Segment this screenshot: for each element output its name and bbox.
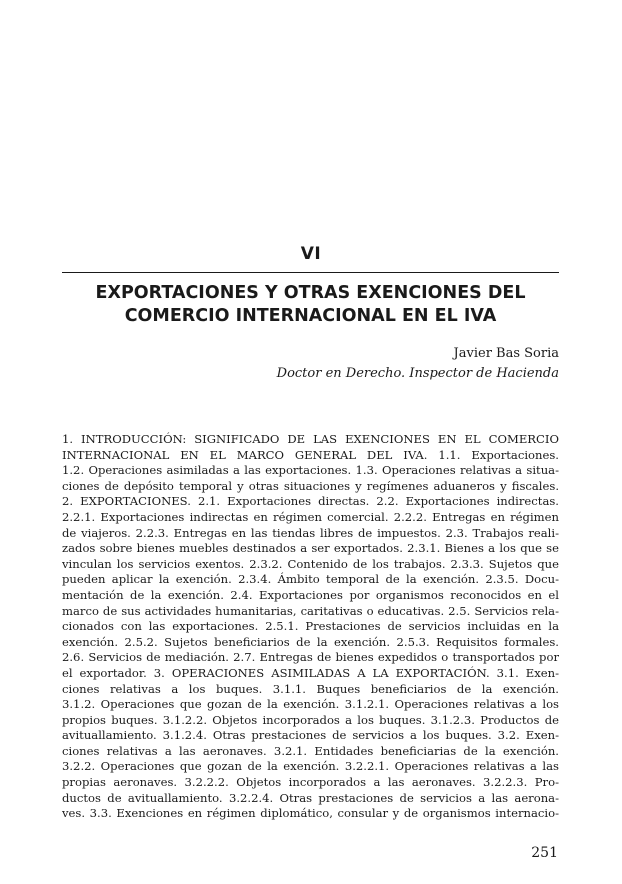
summary-line: propios buques. 3.1.2.2. Objetos incorporados a los buques. 3.1.2.3. Productos de (62, 712, 559, 727)
author-affiliation: Doctor en Derecho. Inspector de Hacienda (276, 366, 559, 381)
author-name: Javier Bas Soria (453, 346, 559, 361)
summary-line: INTERNACIONAL EN EL MARCO GENERAL DEL IVA. 1.1. Exportaciones. (62, 447, 559, 462)
summary-line: 3.1.2. Operaciones que gozan de la exención. 3.1.2.1. Operaciones relativas a los (62, 697, 559, 712)
chapter-title (62, 282, 559, 328)
summary-line: ves. 3.3. Exenciones en régimen diplomático, consular y de organismos internacio- (62, 806, 559, 821)
summary-line: ductos de avituallamiento. 3.2.2.4. Otras prestaciones de servicios a las aerona- (62, 790, 559, 805)
summary-line: ciones de depósito temporal y otras situaciones y regímenes aduaneros y fiscales. (62, 478, 559, 493)
chapter-title-line-1: EXPORTACIONES Y OTRAS EXENCIONES DEL (95, 283, 526, 303)
summary-line: cionados con las exportaciones. 2.5.1. Prestaciones de servicios incluidas en la (62, 619, 559, 634)
summary-line: mentación de la exención. 2.4. Exportaciones por organismos reconocidos en el (62, 587, 559, 602)
summary-line: el exportador. 3. OPERACIONES ASIMILADAS A LA EXPORTACIÓN. 3.1. Exen- (62, 665, 559, 680)
summary-line: 3.2.2. Operaciones que gozan de la exención. 3.2.2.1. Operaciones relativas a las (62, 759, 559, 774)
summary-line: ciones relativas a los buques. 3.1.1. Buques beneficiarios de la exención. (62, 681, 559, 696)
summary-line: pueden aplicar la exención. 2.3.4. Ámbito temporal de la exención. 2.3.5. Docu- (62, 572, 559, 587)
summary-line: vinculan los servicios exentos. 2.3.2. Contenido de los trabajos. 2.3.3. Sujetos que (62, 556, 559, 571)
summary-line: de viajeros. 2.2.3. Entregas en las tiendas libres de impuestos. 2.3. Trabajos reali- (62, 525, 559, 540)
chapter-summary (62, 432, 559, 822)
summary-line: 1.2. Operaciones asimiladas a las exportaciones. 1.3. Operaciones relativas a situa- (62, 463, 559, 478)
summary-line: exención. 2.5.2. Sujetos beneficiarios de la exención. 2.5.3. Requisitos formales. (62, 634, 559, 649)
summary-line: propias aeronaves. 3.2.2.2. Objetos incorporados a las aeronaves. 3.2.2.3. Pro- (62, 775, 559, 790)
title-rule (62, 272, 559, 273)
summary-line: zados sobre bienes muebles destinados a ser exportados. 2.3.1. Bienes a los que se (62, 541, 559, 556)
summary-line: marco de sus actividades humanitarias, caritativas o educativas. 2.5. Servicios rela- (62, 603, 559, 618)
summary-line: 1. INTRODUCCIÓN: SIGNIFICADO DE LAS EXENCIONES EN EL COMERCIO (62, 432, 559, 446)
summary-line: 2.6. Servicios de mediación. 2.7. Entregas de bienes expedidos o transportados por (62, 650, 559, 665)
summary-line: ciones relativas a las aeronaves. 3.2.1. Entidades beneficiarias de la exención. (62, 743, 559, 758)
page-number: 251 (531, 845, 558, 861)
chapter-number: VI (300, 244, 322, 264)
summary-line: 2.2.1. Exportaciones indirectas en régimen comercial. 2.2.2. Entregas en régimen (62, 509, 559, 524)
chapter-title-line-2: COMERCIO INTERNACIONAL EN EL IVA (124, 306, 497, 326)
summary-line: avituallamiento. 3.1.2.4. Otras prestaciones de servicios a los buques. 3.2. Exen- (62, 728, 559, 743)
summary-line: 2. EXPORTACIONES. 2.1. Exportaciones directas. 2.2. Exportaciones indirectas. (62, 494, 559, 509)
